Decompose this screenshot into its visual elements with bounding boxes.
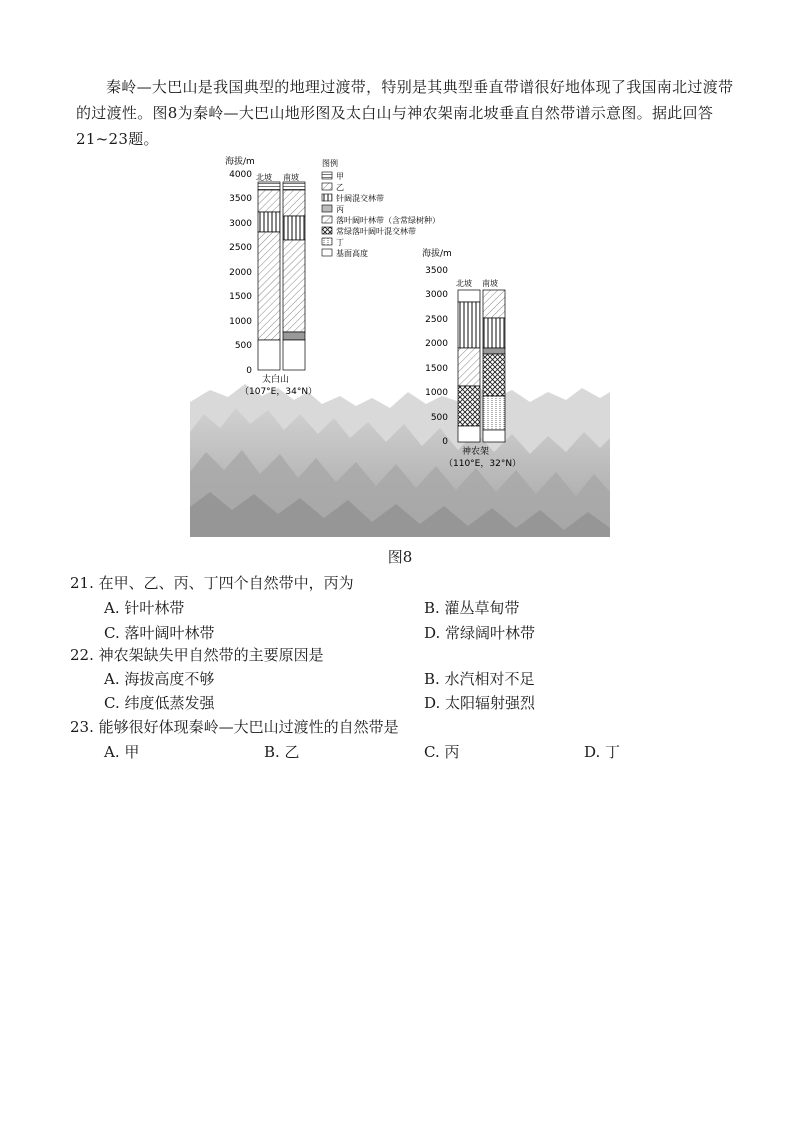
right-coords: （110°E，32°N） (444, 459, 522, 469)
q22-option-b: B. 水汽相对不足 (424, 670, 535, 688)
q21-option-c: C. 落叶阔叶林带 (104, 624, 215, 642)
right-tick: 1000 (425, 388, 448, 398)
right-name: 神农架 (462, 447, 490, 457)
intro-paragraph: 秦岭—大巴山是我国典型的地理过渡带，特别是其典型垂直带谱很好地体现了我国南北过渡带的过渡性。图8为秦岭—大巴山地形图及太白山与神农架南北坡垂直自然带谱示意图。据此回答21~23题。 (76, 78, 734, 148)
legend-title: 图例 (322, 159, 338, 168)
left-tick: 500 (234, 341, 252, 351)
right-tick: 0 (442, 437, 448, 447)
right-tick: 500 (430, 413, 448, 423)
legend (322, 158, 440, 258)
right-col1: 北坡 (456, 279, 472, 288)
legend-item: 丁 (336, 238, 344, 247)
taibai-chart (225, 155, 317, 397)
left-tick: 3000 (229, 219, 252, 229)
figure-caption: 图8 (387, 548, 413, 566)
left-tick: 2500 (229, 243, 252, 253)
q23-option-b: B. 乙 (264, 743, 300, 761)
question-21: 21. 在甲、乙、丙、丁四个自然带中，丙为 (70, 574, 354, 592)
left-tick: 3500 (229, 194, 252, 204)
left-tick: 4000 (229, 170, 252, 180)
q21-option-b: B. 灌丛草甸带 (424, 599, 520, 617)
legend-item: 乙 (336, 183, 344, 192)
q22-option-c: C. 纬度低蒸发强 (104, 694, 215, 712)
left-name: 太白山 (262, 375, 290, 385)
q22-option-d: D. 太阳辐射强烈 (424, 694, 536, 712)
legend-item: 常绿落叶阔叶混交林带 (336, 227, 416, 236)
q23-option-c: C. 丙 (424, 743, 460, 761)
left-tick: 1000 (229, 317, 252, 327)
right-tick: 1500 (425, 364, 448, 374)
q23-option-d: D. 丁 (584, 743, 621, 761)
question-22: 22. 神农架缺失甲自然带的主要原因是 (70, 646, 324, 664)
left-ylabel: 海拔/m (225, 157, 255, 167)
left-tick: 1500 (229, 292, 252, 302)
legend-item: 基面高度 (336, 249, 368, 258)
q23-option-a: A. 甲 (104, 743, 140, 761)
right-col2: 南坡 (482, 279, 498, 288)
right-tick: 2500 (425, 315, 448, 325)
q21-option-a: A. 针叶林带 (104, 599, 185, 617)
question-23: 23. 能够很好体现秦岭—大巴山过渡性的自然带是 (70, 718, 399, 736)
right-tick: 3500 (425, 266, 448, 276)
left-tick: 0 (246, 366, 252, 376)
legend-item: 针阔混交林带 (336, 194, 384, 203)
legend-item: 丙 (336, 205, 344, 214)
right-tick: 3000 (425, 290, 448, 300)
figure-8 (190, 152, 610, 537)
right-tick: 2000 (425, 339, 448, 349)
q21-option-d: D. 常绿阔叶林带 (424, 624, 536, 642)
left-coords: （107°E，34°N） (240, 387, 318, 397)
q22-option-a: A. 海拔高度不够 (104, 670, 215, 688)
left-tick: 2000 (229, 268, 252, 278)
terrain-image (190, 384, 610, 537)
legend-item: 落叶阔叶林带（含常绿树种） (336, 216, 440, 225)
legend-item: 甲 (336, 172, 344, 181)
left-col1: 北坡 (256, 173, 272, 182)
left-col2: 南坡 (283, 173, 299, 182)
right-ylabel: 海拔/m (422, 249, 452, 259)
